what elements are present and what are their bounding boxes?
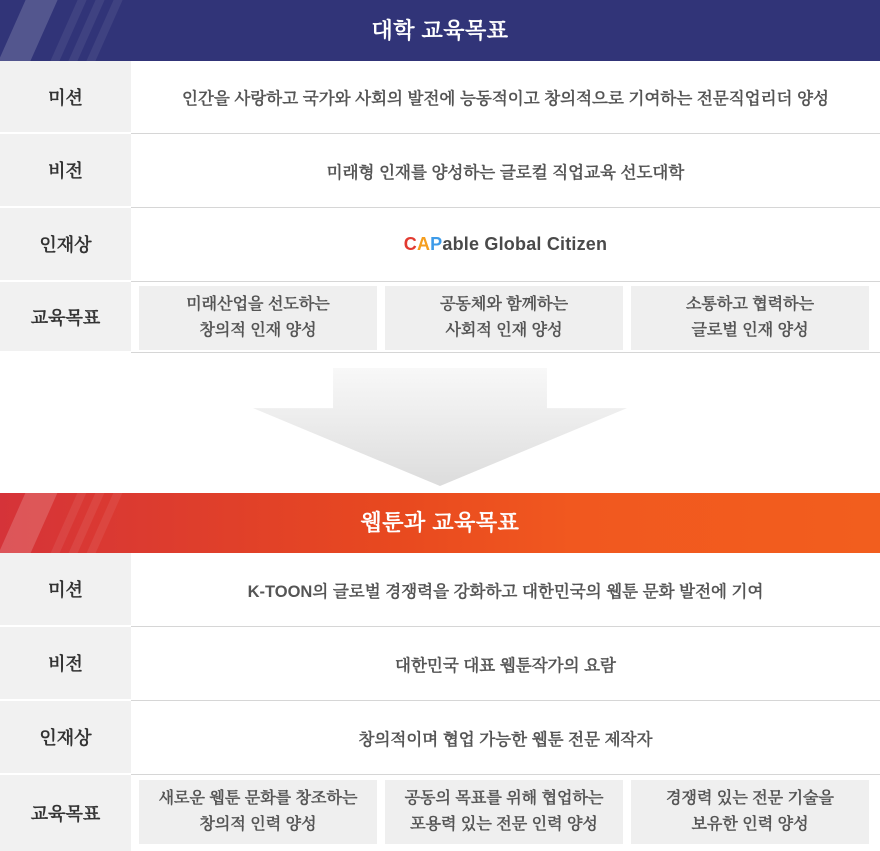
university-mission-row bbox=[0, 61, 880, 134]
cap-letter-c: C bbox=[403, 234, 417, 254]
university-talent-text bbox=[131, 208, 880, 282]
university-goal-boxes bbox=[131, 282, 880, 353]
vision-label: 비전 bbox=[0, 627, 131, 701]
goal-box bbox=[139, 780, 377, 844]
goal-line: 보유한 인력 양성 bbox=[691, 816, 809, 833]
goal-box bbox=[631, 780, 869, 844]
talent-label: 인재상 bbox=[0, 208, 131, 282]
webtoon-vision-text: 대한민국 대표 웹툰작가의 요람 bbox=[131, 627, 880, 701]
goal-box bbox=[385, 780, 623, 844]
university-mission-text: 인간을 사랑하고 국가와 사회의 발전에 능동적이고 창의적으로 기여하는 전문직업리더 양성 bbox=[131, 61, 880, 134]
university-goals-row bbox=[0, 282, 880, 353]
cap-rest-text: able Global Citizen bbox=[442, 234, 608, 254]
goals-label: 교육목표 bbox=[0, 282, 131, 353]
cap-letter-a: A bbox=[416, 234, 431, 254]
webtoon-vision-row bbox=[0, 627, 880, 701]
goals-label: 교육목표 bbox=[0, 775, 131, 851]
webtoon-mission-text: K-TOON의 글로벌 경쟁력을 강화하고 대한민국의 웹툰 문화 발전에 기여 bbox=[131, 553, 880, 627]
goal-line: 소통하고 협력하는 bbox=[685, 296, 815, 314]
university-section-title: 대학 교육목표 bbox=[371, 18, 509, 43]
talent-label: 인재상 bbox=[0, 701, 131, 775]
webtoon-talent-text: 창의적이며 협업 가능한 웹툰 전문 제작자 bbox=[131, 701, 880, 775]
goal-line: 포용력 있는 전문 인력 양성 bbox=[410, 816, 598, 833]
university-vision-row bbox=[0, 134, 880, 208]
cap-letter-p: P bbox=[430, 234, 443, 254]
goal-box bbox=[139, 286, 377, 350]
university-goals-section bbox=[0, 0, 880, 353]
university-goals-header bbox=[0, 0, 880, 61]
vision-label: 비전 bbox=[0, 134, 131, 208]
webtoon-goals-section bbox=[0, 493, 880, 851]
webtoon-goals-header bbox=[0, 493, 880, 553]
goal-line: 경쟁력 있는 전문 기술을 bbox=[666, 790, 834, 808]
goal-line: 공동체와 함께하는 bbox=[439, 296, 569, 314]
goal-line: 글로벌 인재 양성 bbox=[691, 322, 809, 339]
university-vision-text: 미래형 인재를 양성하는 글로컬 직업교육 선도대학 bbox=[131, 134, 880, 208]
goal-line: 미래산업을 선도하는 bbox=[186, 296, 330, 314]
goal-box bbox=[385, 286, 623, 350]
webtoon-section-title: 웹툰과 교육목표 bbox=[360, 510, 520, 535]
goal-line: 공동의 목표를 위해 협업하는 bbox=[404, 790, 604, 808]
mission-label: 미션 bbox=[0, 553, 131, 627]
webtoon-goals-row bbox=[0, 775, 880, 851]
mission-label: 미션 bbox=[0, 61, 131, 134]
goal-box bbox=[631, 286, 869, 350]
university-talent-row bbox=[0, 208, 880, 282]
goal-line: 창의적 인재 양성 bbox=[199, 322, 317, 339]
down-arrow-icon bbox=[253, 368, 627, 486]
webtoon-talent-row bbox=[0, 701, 880, 775]
goal-line: 사회적 인재 양성 bbox=[445, 322, 563, 339]
goal-line: 새로운 웹툰 문화를 창조하는 bbox=[158, 790, 358, 808]
webtoon-mission-row bbox=[0, 553, 880, 627]
webtoon-goal-boxes bbox=[131, 775, 880, 851]
capable-global-citizen-text bbox=[404, 234, 607, 255]
flow-arrow-area bbox=[0, 353, 880, 493]
goal-line: 창의적 인력 양성 bbox=[199, 816, 317, 833]
